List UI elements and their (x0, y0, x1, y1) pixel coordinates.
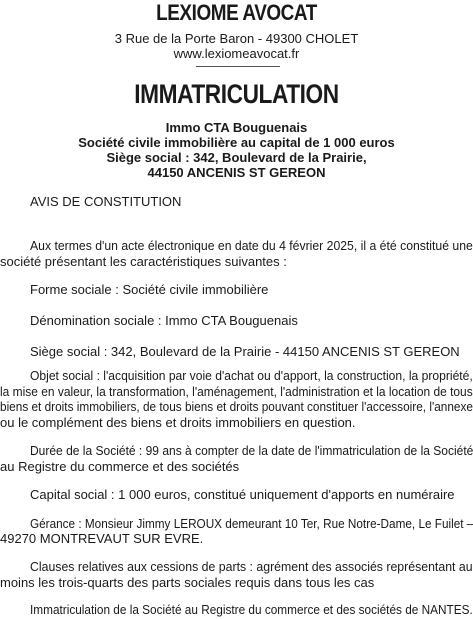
denomination-sociale: Dénomination sociale : Immo CTA Bouguenais (30, 313, 298, 328)
objet-line-2: la mise en valeur, la transformation, l'aménagement, l'administration et la location de tous (0, 384, 473, 399)
header-divider (196, 66, 280, 67)
firm-name: LEXIOME AVOCAT (156, 0, 317, 25)
siege-social: Siège social : 342, Boulevard de la Prairie - 44150 ANCENIS ST GEREON (30, 344, 460, 359)
clauses-line-1: Clauses relatives aux cessions de parts : agrément des associés représentant au (30, 559, 473, 574)
company-name: Immo CTA Bouguenais (165, 120, 308, 135)
capital-social: Capital social : 1 000 euros, constitué uniquement d'apports en numéraire (30, 487, 455, 502)
gerance-line-2: 49270 MONTREVAUT SUR EVRE. (0, 531, 204, 546)
company-block (0, 120, 473, 180)
firm-address: 3 Rue de la Porte Baron - 49300 CHOLET (114, 31, 359, 46)
duree-line-2: au Registre du commerce et des sociétés (0, 459, 240, 474)
forme-sociale: Forme sociale : Société civile immobilière (30, 282, 269, 297)
gerance-line-1: Gérance : Monsieur Jimmy LEROUX demeurant 10 Ter, Rue Notre-Dame, Le Fuilet – (30, 516, 473, 531)
notice-type: AVIS DE CONSTITUTION (30, 194, 182, 209)
page-title: IMMATRICULATION (134, 79, 339, 109)
intro-line-2: société présentant les caractéristiques suivantes : (0, 254, 287, 269)
firm-website: www.lexiomeavocat.fr (173, 46, 300, 61)
objet-line-1: Objet social : l'acquisition par voie d'achat ou d'apport, la construction, la propriété, (30, 368, 473, 383)
intro-line-1: Aux termes d'un acte électronique en date du 4 février 2025, il a été constitué une (30, 238, 473, 253)
duree-line-1: Durée de la Société : 99 ans à compter de la date de l'immatriculation de la Société (30, 443, 473, 458)
objet-line-4: ou le complément des biens et droits immobiliers en question. (0, 415, 356, 430)
immatriculation-rcs: Immatriculation de la Société au Registre du commerce et des sociétés de NANTES. (30, 602, 473, 617)
clauses-line-2: moins les trois-quarts des parts sociales requis dans tous les cas (0, 575, 375, 590)
company-city: 44150 ANCENIS ST GEREON (147, 165, 326, 180)
company-seat: Siège social : 342, Boulevard de la Prairie, (106, 150, 367, 165)
objet-line-3: biens et droits immobiliers, de tous biens et droits pouvant constituer l'accessoire, l'annexe (0, 399, 473, 414)
company-capital: Société civile immobilière au capital de 1 000 euros (78, 135, 395, 150)
